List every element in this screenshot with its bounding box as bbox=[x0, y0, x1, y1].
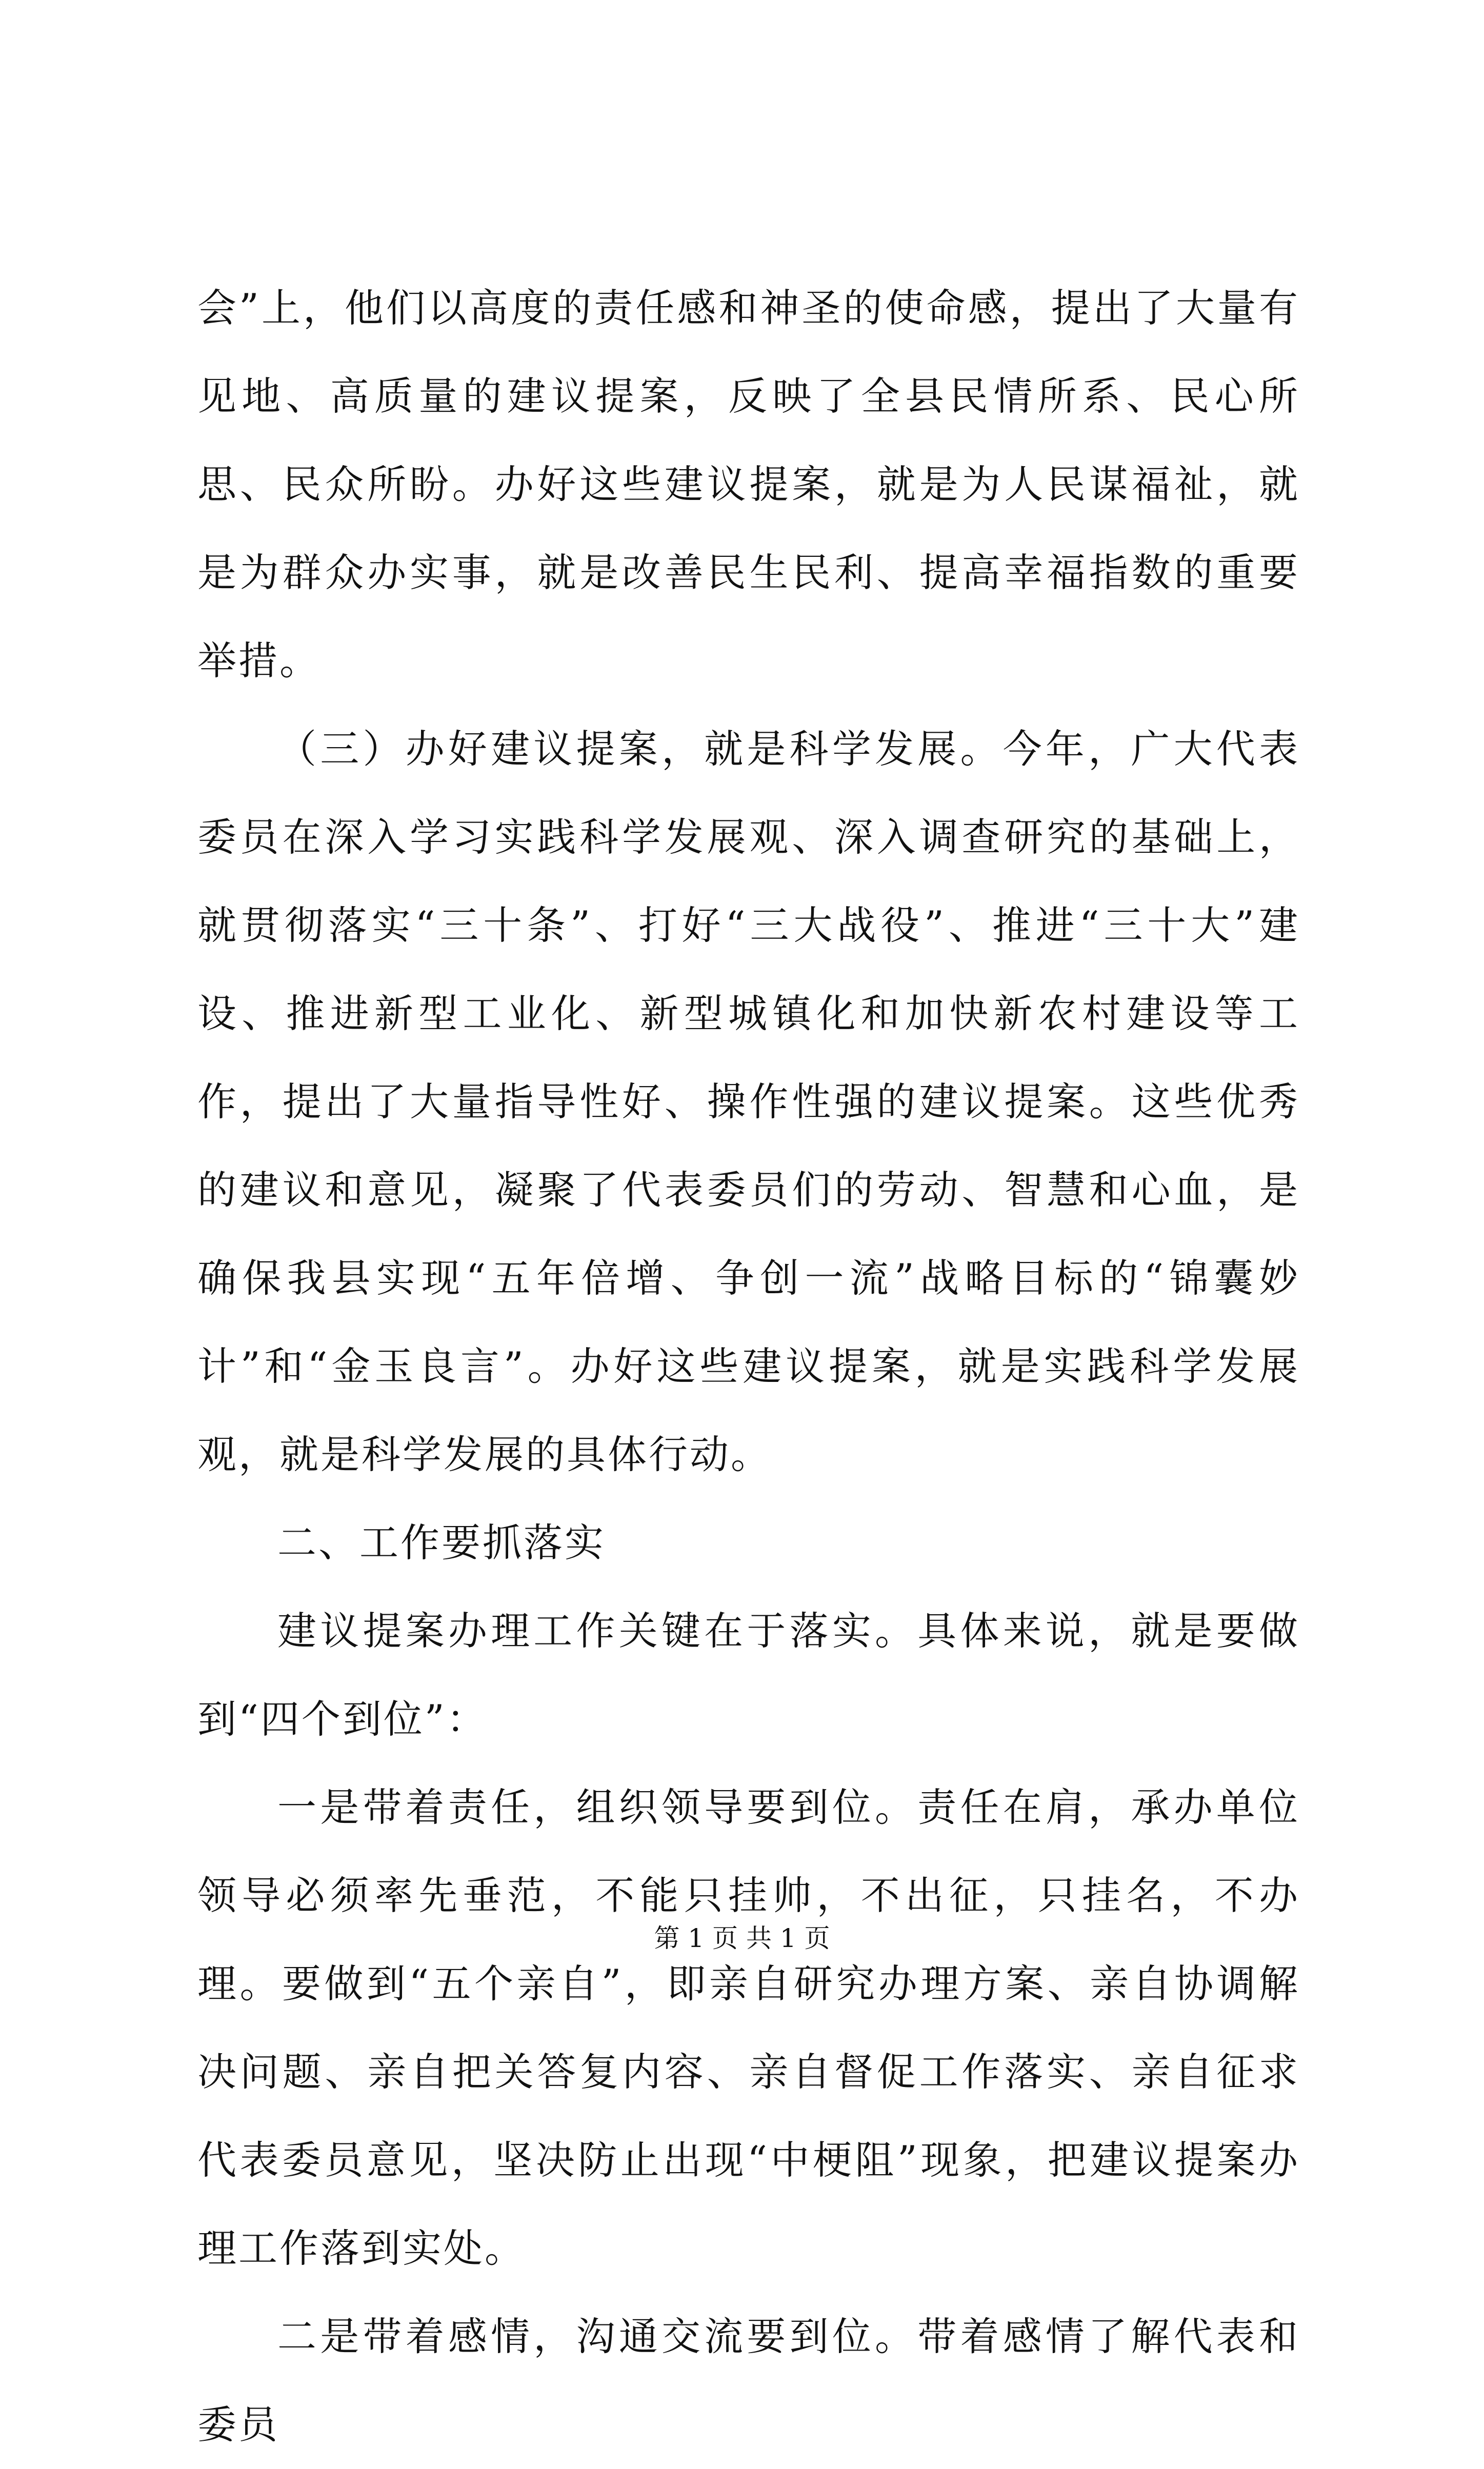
section-heading-work-implementation: 二、工作要抓落实 bbox=[277, 1520, 606, 1565]
paragraph-responsibility: 一是带着责任，组织领导要到位。责任在肩，承办单位领导必须率先垂范，不能只挂帅，不出征，只挂名，不办理。要做到“五个亲自”，即亲自研究办理方案、亲自协调解决问题、亲自把关答复内容、亲自督促工作落实、亲自征求代表委员意见，坚决防止出现“中梗阻”现象，把建议提案办理工作落到实处。 bbox=[197, 1784, 1300, 2271]
paragraph-communication: 二是带着感情，沟通交流要到位。带着感情了解代表和委员 bbox=[197, 2314, 1300, 2447]
paragraph-continuation: 会”上，他们以高度的责任感和神圣的使命感，提出了大量有见地、高质量的建议提案，反映了全县民情所系、民心所思、民众所盼。办好这些建议提案，就是为人民谋福祉，就是为群众办实事，就是改善民生民利、提高幸福指数的重要举措。 bbox=[197, 285, 1300, 684]
page-footer: 第 1 页 共 1 页 bbox=[654, 1923, 830, 1953]
document-body bbox=[197, 264, 1300, 2469]
paragraph-section-three: （三）办好建议提案，就是科学发展。今年，广大代表委员在深入学习实践科学发展观、深入调查研究的基础上，就贯彻落实“三十条”、打好“三大战役”、推进“三十大”建设、推进新型工业化、新型城镇化和加快新农村建设等工作，提出了大量指导性好、操作性强的建议提案。这些优秀的建议和意见，凝聚了代表委员们的劳动、智慧和心血，是确保我县实现“五年倍增、争创一流”战略目标的“锦囊妙计”和“金玉良言”。办好这些建议提案，就是实践科学发展观，就是科学发展的具体行动。 bbox=[197, 726, 1300, 1477]
paragraph-four-in-place: 建议提案办理工作关键在于落实。具体来说，就是要做到“四个到位”： bbox=[197, 1608, 1300, 1742]
